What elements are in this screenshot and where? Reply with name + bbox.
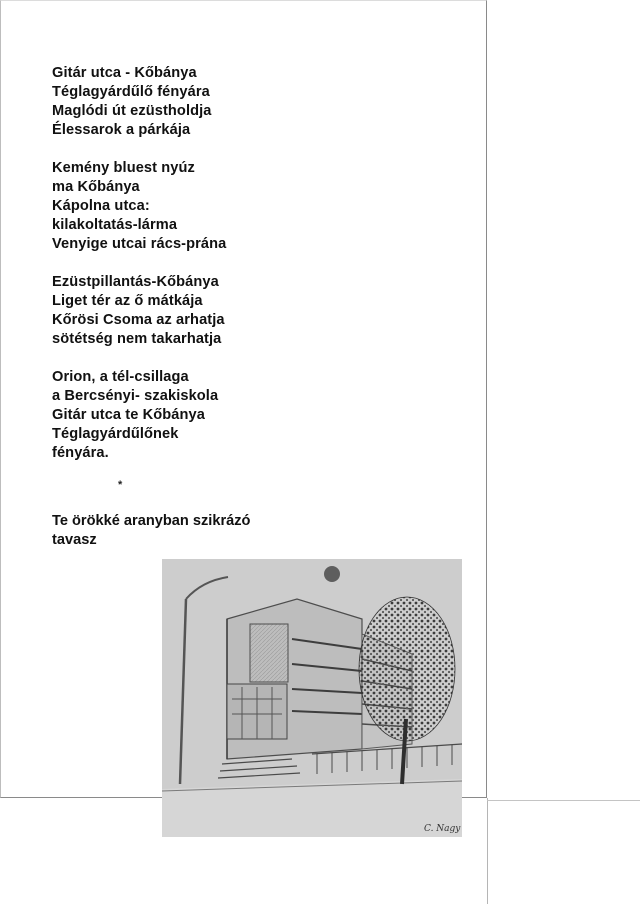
frame-divider-vertical [487, 798, 488, 904]
poem-line: Téglagyárdűlőnek [52, 426, 179, 442]
poem-line: Kemény bluest nyúz [52, 160, 195, 176]
stanza-separator: * [118, 479, 123, 491]
stanza-gap [52, 140, 452, 159]
poem-line: a Bercsényi- szakiskola [52, 388, 219, 404]
poem-line: Orion, a tél-csillaga [52, 369, 189, 385]
poem-line: sötétség nem takarhatja [52, 331, 222, 347]
poem-line: Maglódi út ezüstholdja [52, 103, 212, 119]
stanza-4 [52, 368, 452, 463]
drawing-svg [162, 559, 462, 837]
closing-lines [52, 512, 250, 550]
artist-signature: C. Nagy [424, 824, 461, 834]
poem-line: fényára. [52, 445, 109, 461]
poem [52, 64, 452, 463]
poem-line: kilakoltatás-lárma [52, 217, 178, 233]
poem-line: Liget tér az ő mátkája [52, 293, 203, 309]
poem-line: Téglagyárdűlő fényára [52, 84, 210, 100]
poem-line: Venyige utcai rács-prána [52, 236, 227, 252]
stanza-gap [52, 349, 452, 368]
ground [162, 779, 462, 837]
stanza-2 [52, 159, 452, 254]
poem-line: Gitár utca - Kőbánya [52, 65, 197, 81]
closing-line: Te örökké aranyban szikrázó [52, 513, 251, 529]
poem-line: Kápolna utca: [52, 198, 150, 214]
poem-line: Gitár utca te Kőbánya [52, 407, 205, 423]
stanza-gap [52, 254, 452, 273]
decorated-wall-panel [250, 624, 288, 682]
closing-line: tavasz [52, 532, 97, 548]
stanza-1 [52, 64, 452, 140]
moon-icon [324, 566, 340, 582]
poem-line: Élessarok a párkája [52, 122, 191, 138]
stanza-3 [52, 273, 452, 349]
poem-line: Kőrösi Csoma az arhatja [52, 312, 225, 328]
frame-divider-horizontal [487, 800, 640, 801]
poem-line: ma Kőbánya [52, 179, 140, 195]
school-building-drawing [162, 559, 462, 837]
poem-line: Ezüstpillantás-Kőbánya [52, 274, 219, 290]
